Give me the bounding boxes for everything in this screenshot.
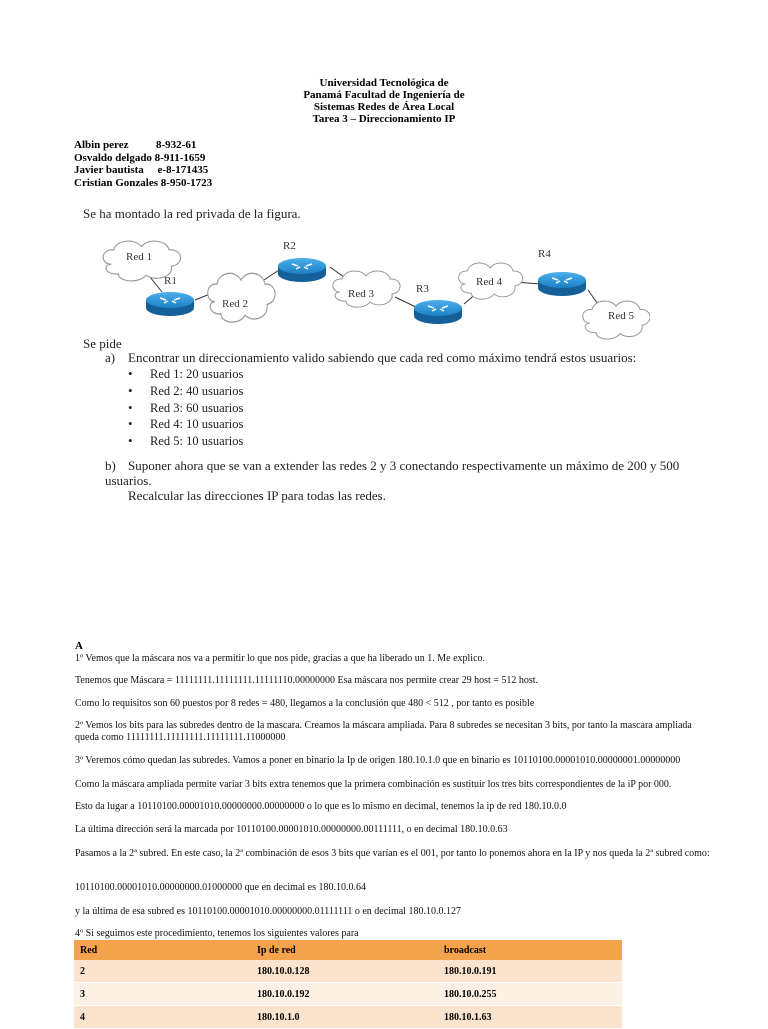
table-cell: 3 (74, 983, 251, 1006)
answer-paragraph: Pasamos a la 2ª subred. En este caso, la 2ª combinación de esos 3 bits que varían es el 001, por tanto lo ponemos ahora en la IP y nos queda la 2ª subred como: (75, 848, 710, 859)
table-cell: 180.10.0.191 (438, 960, 622, 983)
question-a-text: Encontrar un direccionamiento valido sabiendo que cada red como máximo tendrá estos usuarios: (128, 350, 637, 365)
cloud-label: Red 4 (476, 276, 502, 288)
table-row (74, 1006, 622, 1029)
question-b (105, 458, 705, 503)
table-row (74, 960, 622, 983)
router-label: R1 (164, 275, 177, 287)
table-cell: 180.10.0.128 (251, 960, 438, 983)
answer-paragraph: 2º Vemos los bits para las subredes dentro de la mascara. Creamos la máscara ampliada. Para 8 subredes se necesitan 3 bits, por tanto la mascara ampliada queda como 11111111.11111111.11111111.11000000 (75, 720, 692, 743)
table-header-cell: broadcast (438, 940, 622, 960)
answer-paragraph: 3º Veremos cómo quedan las subredes. Vamos a poner en binario la Ip de origen 180.10.1.0 que en binario es 10110100.00001010.00000001.00000000 (75, 755, 681, 766)
table-cell: 180.10.1.63 (438, 1006, 622, 1029)
router-r3 (414, 300, 462, 324)
question-a-label: a) (105, 350, 116, 365)
router-label: R3 (416, 283, 429, 295)
table-header-row (74, 940, 622, 960)
router-r2 (278, 258, 326, 282)
table-cell: 180.10.1.0 (251, 1006, 438, 1029)
network-diagram (90, 232, 650, 342)
table-cell: 180.10.0.255 (438, 983, 622, 1006)
question-b-line-1: Suponer ahora que se van a extender las redes 2 y 3 conectando respectivamente un máximo de 200 y 500 usuarios. (105, 458, 680, 488)
list-item: • Red 5: 10 usuarios (128, 433, 243, 450)
cloud-label: Red 2 (222, 298, 248, 310)
document-header (0, 77, 768, 125)
router-r1 (146, 292, 194, 316)
list-item: • Red 1: 20 usuarios (128, 366, 243, 383)
intro-text: Se ha montado la red privada de la figura. (83, 206, 301, 221)
subnet-table (74, 940, 622, 1029)
se-pide-label: Se pide (83, 336, 122, 351)
table-header-cell: Ip de red (251, 940, 438, 960)
answer-heading: A (75, 640, 83, 652)
cloud-label: Red 1 (126, 251, 152, 263)
table-cell: 4 (74, 1006, 251, 1029)
answer-paragraph: Esto da lugar a 10110100.00001010.00000000.00000000 o lo que es lo mismo en decimal, tenemos la ip de red 180.10.0.0 (75, 801, 567, 812)
question-b-line-2: Recalcular las direcciones IP para todas las redes. (128, 488, 386, 503)
author-row: Javier bautista e-8-171435 (74, 164, 209, 176)
author-row: Cristian Gonzales 8-950-1723 (74, 176, 213, 189)
table-cell: 180.10.0.192 (251, 983, 438, 1006)
answer-paragraph: Como lo requisitos son 60 puestos por 8 redes = 480, llegamos a la conclusión que 480 < 512 , por tanto es posible (75, 698, 535, 709)
header-line-4: Tarea 3 – Direccionamiento IP (312, 113, 456, 125)
user-requirements-list (128, 366, 243, 450)
router-r4 (538, 272, 586, 296)
question-a (105, 350, 636, 366)
answer-paragraph: 1º Vemos que la máscara nos va a permitir lo que nos pide, gracias a que ha liberado un 1. Me explico. (75, 653, 486, 664)
answer-paragraph: Tenemos que Máscara = 11111111.11111111.11111110.00000000 Esa máscara nos permite crear 29 host = 512 host. (75, 675, 539, 686)
author-list (74, 139, 212, 189)
cloud-label: Red 3 (348, 288, 374, 300)
answer-paragraph: La última dirección será la marcada por 10110100.00001010.00000000.00111111, o en decimal 180.10.0.63 (75, 824, 508, 835)
cloud-label: Red 5 (608, 310, 634, 322)
author-row: Osvaldo delgado 8-911-1659 (74, 151, 206, 164)
header-line-3: Sistemas Redes de Área Local (313, 101, 455, 113)
table-row (74, 983, 622, 1006)
router-label: R2 (283, 240, 296, 252)
list-item: • Red 4: 10 usuarios (128, 416, 243, 433)
answer-paragraph: 4º Si seguimos este procedimiento, tenemos los siguientes valores para (75, 928, 359, 939)
answer-paragraph: 10110100.00001010.00000000.01000000 que en decimal es 180.10.0.64 (75, 882, 366, 893)
list-item: • Red 2: 40 usuarios (128, 383, 243, 400)
answer-paragraph: Como la máscara ampliada permite variar 3 bits extra tenemos que la primera combinación es sustituir los tres bits correspondientes de la iP por 000. (75, 779, 672, 790)
header-line-2: Panamá Facultad de Ingeniería de (303, 89, 465, 101)
table-cell: 2 (74, 960, 251, 983)
router-label: R4 (538, 248, 551, 260)
answer-paragraph: y la última de esa subred es 10110100.00001010.00000000.01111111 o en decimal 180.10.0.127 (75, 906, 461, 917)
list-item: • Red 3: 60 usuarios (128, 400, 243, 417)
table-header-cell: Red (74, 940, 251, 960)
header-line-1: Universidad Tecnológica de (319, 77, 449, 89)
author-row: Albin perez 8-932-61 (74, 139, 197, 151)
question-b-label: b) (105, 458, 116, 473)
